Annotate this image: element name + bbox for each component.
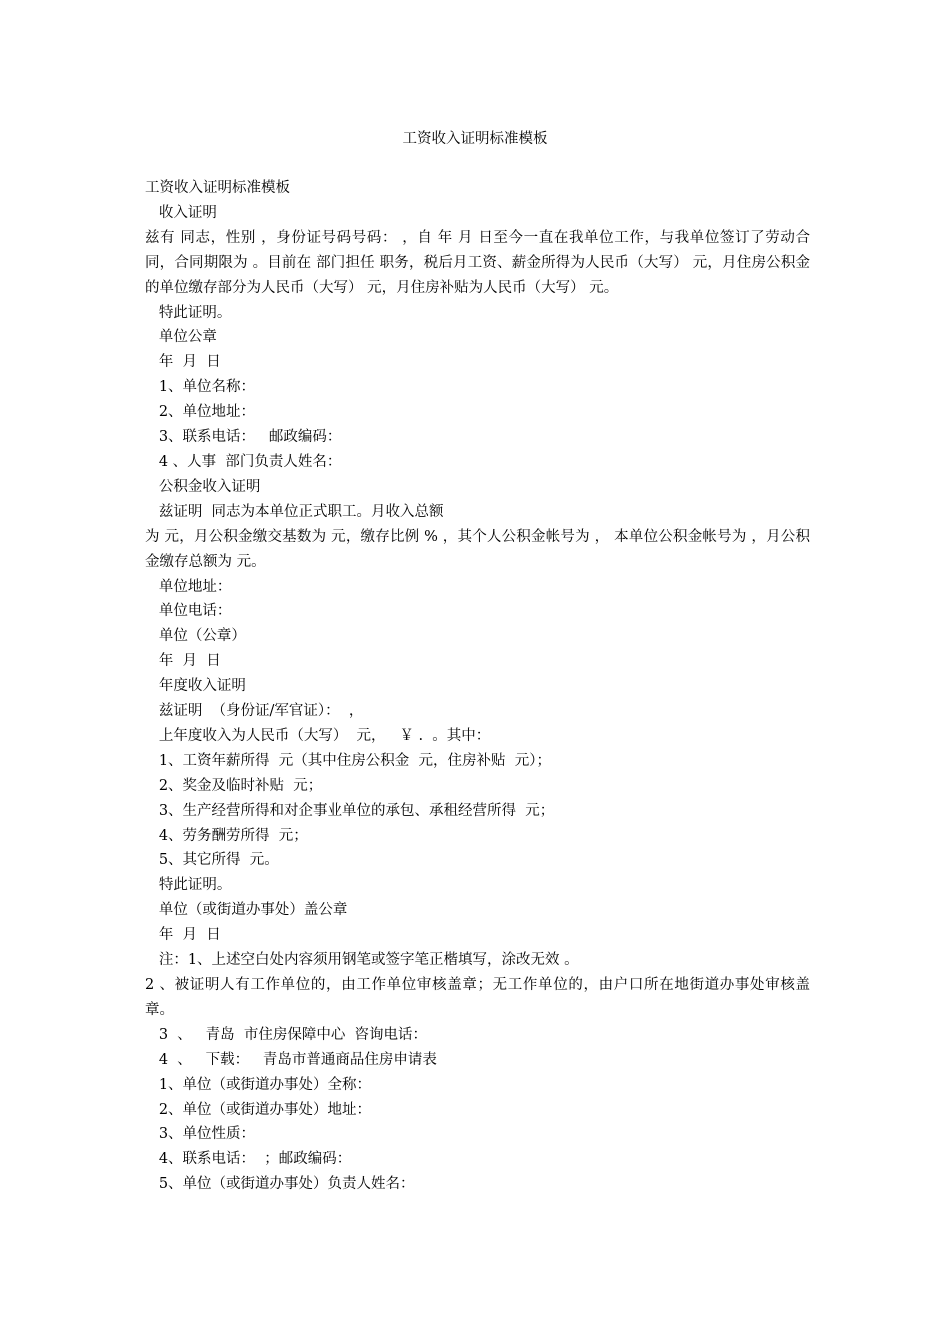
income-proof-paragraph: 兹有 同志，性别 ，身份证号码号码： ，自 年 月 日至今一直在我单位工作，与我单位签订了劳动合同，合同期限为 。目前在 部门担任 职务，税后月工资、薪金所得为人民币（大写） 元，月住房公积金的单位缴存部分为人民币（大写） 元，月住房补贴为人民币（大写） 元。 xyxy=(145,229,810,296)
page-title: 工资收入证明标准模板 xyxy=(402,131,548,147)
section-heading-income-proof: 收入证明 xyxy=(145,204,217,221)
text-line: 特此证明。 xyxy=(145,304,232,321)
text-line: 上年度收入为人民币（大写） 元， ￥ . 。其中： xyxy=(145,727,491,744)
text-line: 单位（公章） xyxy=(145,628,246,645)
list-item: 4、联系电话： ；邮政编码： xyxy=(145,1151,352,1168)
list-item: 2、奖金及临时补贴 元； xyxy=(145,777,323,794)
text-line: 单位地址： xyxy=(145,578,232,595)
doc-heading: 工资收入证明标准模板 xyxy=(145,180,290,196)
list-item: 1、工资年薪所得 元（其中住房公积金 元，住房补贴 元）； xyxy=(145,752,551,769)
list-item: 1、单位名称： xyxy=(145,379,256,396)
note-paragraph: 2 、被证明人有工作单位的，由工作单位审核盖章；无工作单位的，由户口所在地街道办事处审核盖章。 xyxy=(145,977,810,1018)
list-item: 5、其它所得 元。 xyxy=(145,852,279,869)
list-item: 2、单位地址： xyxy=(145,404,256,421)
text-line: 特此证明。 xyxy=(145,877,232,894)
text-line: 单位电话： xyxy=(145,603,232,620)
note-line: 4 、 下载： 青岛市普通商品住房申请表 xyxy=(145,1051,437,1068)
list-item: 2、单位（或街道办事处）地址： xyxy=(145,1101,372,1118)
date-line: 年 月 日 xyxy=(145,653,221,670)
list-item: 3、联系电话： 邮政编码： xyxy=(145,429,342,446)
document-body xyxy=(145,176,810,1197)
date-line: 年 月 日 xyxy=(145,927,221,944)
date-line: 年 月 日 xyxy=(145,354,221,371)
list-item: 4 、人事 部门负责人姓名： xyxy=(145,453,342,470)
text-line: 兹证明 同志为本单位正式职工。月收入总额 xyxy=(145,503,444,520)
list-item: 3、生产经营所得和对企事业单位的承包、承租经营所得 元； xyxy=(145,802,555,819)
section-heading-housing-fund: 公积金收入证明 xyxy=(145,478,261,495)
housing-fund-paragraph: 为 元，月公积金缴交基数为 元，缴存比例 % ，其个人公积金帐号为 ， 本单位公积金帐号为 ，月公积金缴存总额为 元。 xyxy=(145,528,810,570)
text-line: 兹证明 （身份证/军官证）： ， xyxy=(145,703,364,720)
note-line: 注：1、上述空白处内容须用钢笔或签字笔正楷填写，涂改无效 。 xyxy=(145,952,579,969)
section-heading-annual-income: 年度收入证明 xyxy=(145,678,246,695)
list-item: 3、单位性质： xyxy=(145,1126,256,1143)
note-line: 3 、 青岛 市住房保障中心 咨询电话： xyxy=(145,1026,428,1043)
list-item: 1、单位（或街道办事处）全称： xyxy=(145,1076,372,1093)
text-line: 单位公章 xyxy=(145,329,217,346)
list-item: 4、劳务酬劳所得 元； xyxy=(145,827,308,844)
text-line: 单位（或街道办事处）盖公章 xyxy=(145,902,348,919)
list-item: 5、单位（或街道办事处）负责人姓名： xyxy=(145,1176,415,1193)
